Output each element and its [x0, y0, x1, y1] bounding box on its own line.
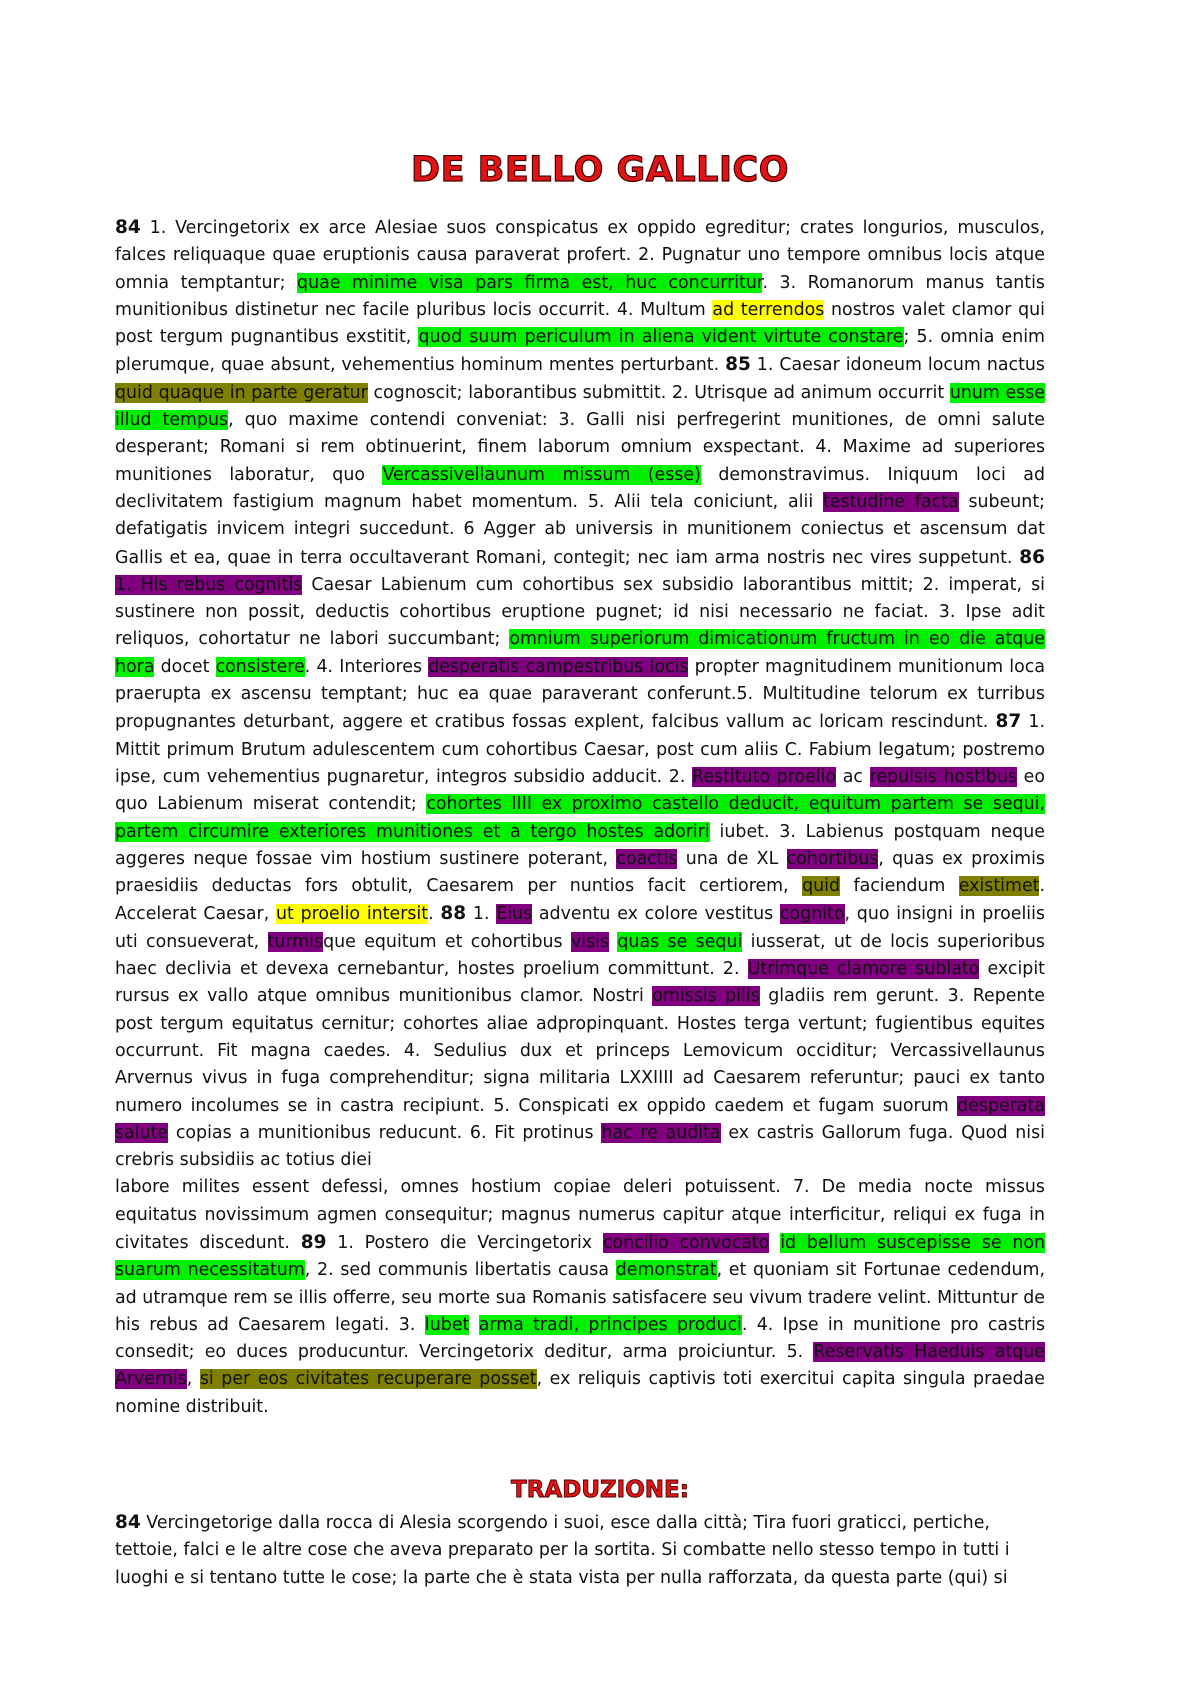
highlighted-phrase: cohortes IIII ex proximo castello deducit, equitum partem se sequi, partem circumire exteriores munitiones et a tergo hostes adoriri	[115, 794, 1045, 842]
text-run: ,	[186, 1369, 200, 1390]
highlighted-phrase: si per eos civitates recuperare posset	[199, 1369, 537, 1390]
text-run: , 2. sed communis libertatis causa	[304, 1260, 616, 1281]
highlighted-phrase: existimet	[958, 876, 1040, 897]
translation-heading: TRADUZIONE:	[511, 1477, 689, 1503]
text-run: que equitum et cohortibus	[323, 931, 571, 952]
text-run: ; 5. omnia enim plerumque, quae absunt, vehementius hominum mentes perturbant.	[115, 327, 1045, 376]
highlighted-phrase: omnium superiorum dimicationum fructum in eo die atque hora	[115, 629, 1045, 677]
text-run: . 4. Interiores	[304, 656, 429, 677]
text-run: subeunt; defatigatis invicem integri succedunt. 6 Agger ab universis in munitionem coniectus et ascensum dat Gallis et ea, quae in terra occultaverant Romani, contegit; nec iam arma nostris nec vires suppetunt.	[115, 491, 1046, 568]
text-run: Vercingetorige dalla rocca di Alesia scorgendo i suoi, esce dalla città; Tira fuori graticci, pertiche, tettoie, falci e le altre cose che aveva preparato per la sortita. Si combatte nello stesso tempo in tutti i luoghi e si tentano tutte le cose; la parte che è stata vista per nulla rafforzata, da questa parte (qui) si	[115, 1513, 1010, 1588]
latin-text	[115, 214, 1045, 1421]
text-run: adventu ex colore vestitus	[532, 904, 780, 925]
text-run: cognoscit; laborantibus submittit. 2. Utrisque ad animum occurrit	[367, 382, 950, 403]
text-run: demonstravimus. Iniquum loci ad declivitatem fastigium magnum habet momentum. 5. Alii tela coniciunt, alii	[115, 464, 1045, 512]
page-title: DE BELLO GALLICO	[411, 150, 789, 190]
text-run: ac	[836, 766, 870, 787]
text-run: ex castris Gallorum fuga. Quod nisi crebris subsidiis ac totius diei	[115, 1122, 1045, 1171]
highlighted-phrase: desperata salute	[115, 1095, 1045, 1143]
chapter-number: 85	[725, 354, 751, 376]
chapter-number: 88	[440, 903, 467, 925]
highlighted-phrase: omissis pilis	[652, 986, 760, 1007]
highlighted-phrase: unum esse illud tempus	[115, 382, 1046, 431]
text-run: faciendum	[840, 876, 959, 897]
highlighted-phrase: Restituto proelio	[692, 766, 837, 787]
highlighted-phrase: cognito	[779, 904, 845, 925]
highlighted-phrase: repulsis hostibus	[869, 766, 1018, 787]
highlighted-phrase: 1. His rebus cognitis	[115, 574, 303, 595]
text-run: 1. Mittit primum Brutum adulescentem cum cohortibus Caesar, post cum aliis C. Fabium legatum; postremo ipse, cum vehementius pugnaretur, integros subsidio adducit. 2.	[115, 712, 1046, 787]
highlighted-phrase: ut proelio intersit	[276, 904, 429, 925]
text-run: 1. Vercingetorix ex arce Alesiae suos conspicatus ex oppido egreditur; crates longurios, musculos, falces reliquaque quae eruptionis causa paraverat profert. 2. Pugnatur uno tempore omnibus locis atque omnia temptantur;	[115, 218, 1045, 293]
highlighted-phrase: quid quaque in parte geratur	[115, 382, 368, 403]
text-run: eo quo Labienum miserat contendit;	[115, 766, 1045, 815]
text-run	[769, 1233, 780, 1253]
text-run: gladiis rem gerunt. 3. Repente post tergum equitatus cernitur; cohortes aliae adpropinquant. Hostes terga vertunt; fugientibus equites occurrunt. Fit magna caedes. 4. Sedulius dux et princeps Lemovicum occiditur; Vercassivellaunus Arvernus vivus in fuga comprehenditur; signa militaria LXXIIII ad Caesarem referuntur; pauci ex tanto numero incolumes se in castra recipiunt. 5. Conspicati ex oppido caedem et fugam suorum	[115, 986, 1045, 1116]
highlighted-phrase: quae minime visa pars firma est, huc concurritur	[297, 272, 763, 293]
text-run: . 4. Ipse in munitione pro castris consedit; eo duces producuntur. Vercingetorix deditur, arma proiciuntur. 5.	[115, 1314, 1046, 1363]
text-run: docet	[154, 656, 216, 677]
highlighted-phrase: testudine facta	[822, 491, 959, 512]
text-run: iubet. 3. Labienus postquam neque aggeres neque fossae vim hostium sustinere poterant,	[115, 821, 1045, 869]
highlighted-phrase: coactis	[616, 848, 678, 869]
chapter-number: 89	[300, 1231, 327, 1253]
highlighted-phrase: demonstrat	[615, 1260, 717, 1281]
highlighted-phrase: Reservatis Haeduis atque Arvernis	[115, 1342, 1045, 1390]
text-run: , quo insigni in proeliis uti consueverat,	[115, 904, 1045, 952]
highlighted-phrase: arma tradi, principes produci	[478, 1314, 742, 1335]
text-run	[469, 1315, 478, 1335]
highlighted-phrase: quod suum periculum in aliena vident virtute constare	[418, 327, 904, 348]
highlighted-phrase: Eius	[496, 904, 533, 925]
highlighted-phrase: id bellum suscepisse se non suarum necessitatum	[115, 1232, 1046, 1281]
highlighted-phrase: quid	[802, 876, 841, 897]
highlighted-phrase: desperatis campestribus locis	[428, 656, 689, 677]
text-run: excipit rursus ex vallo atque omnibus munitionibus clamor. Nostri	[115, 959, 1045, 1007]
text-run: 1. Caesar idoneum locum nactus	[750, 355, 1045, 376]
text-run: iusserat, ut de locis superioribus haec declivia et devexa cernebantur, hostes proelium committunt. 2.	[115, 931, 1045, 980]
highlighted-phrase: turmis	[267, 931, 324, 952]
highlighted-phrase: concilio convocato	[602, 1232, 770, 1253]
text-run: una de XL	[677, 848, 787, 869]
text-run: 1. Postero die Vercingetorix	[326, 1232, 603, 1253]
text-run: nostros valet clamor qui post tergum pugnantibus exstitit,	[115, 299, 1045, 348]
highlighted-phrase: Utrimque clamore sublato	[747, 959, 980, 980]
text-run: , quo maxime contendi conveniat: 3. Galli nisi perfregerint munitiones, de omni salute desperant; Romani si rem obtinuerint, finem laborum omnium exspectant. 4. Maxime ad superiores munitiones laboratur, quo	[115, 410, 1045, 485]
highlighted-phrase: cohortibus	[786, 848, 879, 869]
highlighted-phrase: ad terrendos	[712, 299, 825, 320]
highlighted-phrase: quas se sequi	[617, 931, 743, 952]
highlighted-phrase: consistere	[215, 656, 305, 677]
translation-text	[115, 1509, 1045, 1592]
text-run: labore milites essent defessi, omnes hostium copiae deleri potuissent. 7. De media nocte missus equitatus novissimum agmen consequitur; magnus numerus capitur atque interficitur, reliqui ex fuga in civitates discedunt.	[115, 1177, 1045, 1253]
chapter-number: 86	[1019, 546, 1045, 568]
text-run: propter magnitudinem munitionum loca praerupta ex ascensu temptant; huc ea quae paraverant conferunt.5. Multitudine telorum ex turribus propugnantes deturbant, aggere et cratibus fossas explent, falcibus vallum ac loricam rescindunt.	[115, 656, 1045, 733]
chapter-number: 84	[115, 1512, 141, 1533]
text-run: 1.	[466, 904, 497, 925]
highlighted-phrase: Iubet	[424, 1314, 470, 1335]
highlighted-phrase: hac re audita	[601, 1122, 721, 1143]
text-run: . 3. Romanorum manus tantis munitionibus distinetur nec facile pluribus locis occurrit. 4. Multum	[115, 272, 1045, 320]
highlighted-phrase: Vercassivellaunum missum (esse)	[382, 464, 701, 485]
text-run: . Accelerat Caesar,	[115, 876, 1045, 925]
highlighted-phrase: visis	[570, 931, 610, 952]
text-run: copias a munitionibus reducunt. 6. Fit protinus	[168, 1122, 602, 1143]
text-run: , quas ex proximis praesidiis deductas fors obtulit, Caesarem per nuntios facit certiorem,	[115, 848, 1045, 897]
text-run: Caesar Labienum cum cohortibus sex subsidio laborantibus mittit; 2. imperat, si sustinere non possit, deductis cohortibus eruptione pugnet; id nisi necessario ne faciat. 3. Ipse adit reliquos, cohortatur ne labori succumbant;	[115, 574, 1045, 650]
text-run: , ex reliquis captivis toti exercitui capita singula praedae nomine distribuit.	[115, 1369, 1045, 1417]
text-run: .	[428, 904, 441, 925]
chapter-number: 84	[115, 217, 141, 238]
chapter-number: 87	[995, 711, 1022, 733]
text-run: , et quoniam sit Fortunae cedendum, ad utramque rem se illis offerre, seu morte sua Romanis satisfacere seu vivum tradere velint. Mittuntur de his rebus ad Caesarem legati. 3.	[115, 1260, 1045, 1335]
